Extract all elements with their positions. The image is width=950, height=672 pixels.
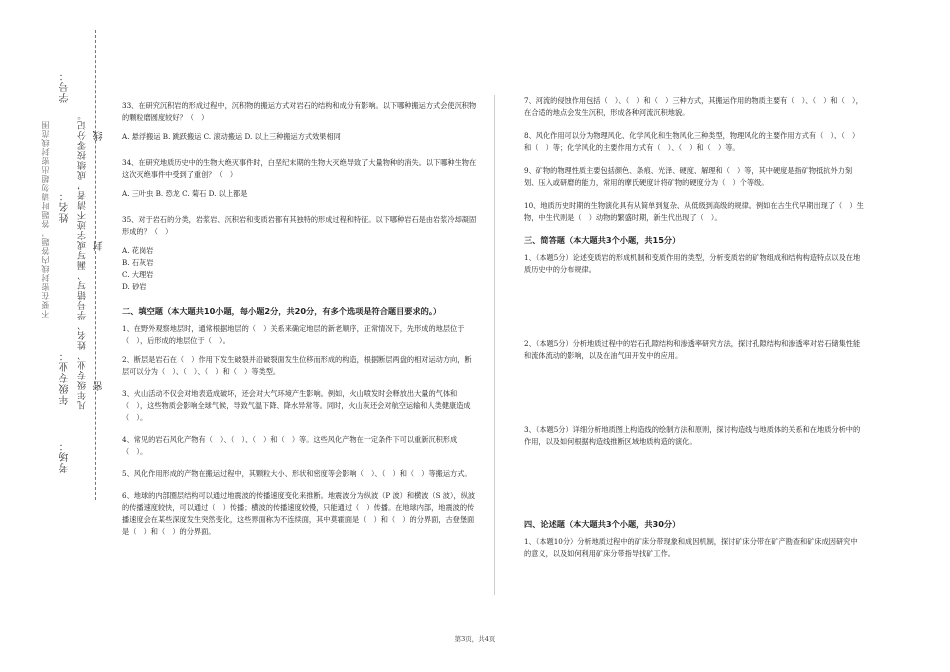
question-35: 35、对于岩石的分类，岩浆岩、沉积岩和变质岩都有其独特的形成过程和特征。以下哪种岩石是由岩浆冷却凝固形成的？（ ） xyxy=(122,215,477,236)
student-id-label: 学号： xyxy=(60,70,71,103)
fill-question-8: 8、风化作用可以分为物理风化、化学风化和生物风化三种类型，物理风化的主要作用方式有（ ）、（ ）和（ ）等；化学风化的主要作用方式有（ ）、（ ）和（ ）等。 xyxy=(524,131,860,152)
binding-warning: 凡年级专业、姓名、学号错写、漏写或字迹不清者，成绩按零分记。 xyxy=(78,110,88,410)
fill-question-6: 6、地球的内部圈层结构可以通过地震波的传播速度变化来推断。地震波分为纵波（P 波）和横波（S 波），纵波的传播速度较快，可以通过（ ）传播；横波的传播速度较慢，只能通过（ ）传播。在地球内部，地震波的传播速度会在某些深度发生突然变化，这些界面称为不连续面，其中莫霍面是（ ）和（ ）的分界面，古登堡面是（ ）和（ ）的分界面。 xyxy=(122,491,476,536)
fill-question-1: 1、在野外观察地层时，通常根据地层的（ ）关系来确定地层的新老顺序，正常情况下，先形成的地层位于（ ），后形成的地层位于（ ）。 xyxy=(122,324,465,345)
exam-site-label: 考场： xyxy=(60,440,71,473)
seal-line-char-2: 封 xyxy=(94,240,105,251)
fill-question-9: 9、矿物的物理性质主要包括颜色、条痕、光泽、硬度、解理和（ ）等，其中硬度是指矿物抵抗外力刻划、压入或研磨的能力，常用的摩氏硬度计将矿物的硬度分为（ ）个等级。 xyxy=(524,166,853,187)
question-33-options: A. 悬浮搬运 B. 跳跃搬运 C. 滚动搬运 D. 以上三种搬运方式效果相同 xyxy=(122,132,341,141)
short-answer-3: 3、（本题5分）详细分析地质图上构造线的绘制方法和原则，探讨构造线与地质体的关系和在地质分析中的作用，以及如何根据构造线推断区域地质构造的演化。 xyxy=(524,425,861,446)
fill-question-10: 10、地质历史时期的生物演化具有从简单到复杂、从低级到高级的规律。例如在古生代早期出现了（ ）生物，中生代则是（ ）动物的繁盛时期，新生代出现了（ ）。 xyxy=(524,201,864,222)
fill-question-4: 4、常见的岩石风化产物有（ ）、（ ）、（ ）和（ ）等。这些风化产物在一定条件下可以重新沉积形成（ ）。 xyxy=(122,435,458,456)
binding-dashed-line xyxy=(95,30,96,500)
question-35-option-d: D. 砂岩 xyxy=(122,282,147,291)
section-4-title: 四、论述题（本大题共3个小题，共30分） xyxy=(524,519,681,529)
fill-question-7: 7、河流的侵蚀作用包括（ ）、（ ）和（ ）三种方式，其搬运作用的物质主要有（ ）、（ ）和（ ），在合适的地点会发生沉积，形成各种河流沉积地貌。 xyxy=(524,96,863,117)
question-34-options: A. 三叶虫 B. 恐龙 C. 菊石 D. 以上都是 xyxy=(122,189,248,198)
short-answer-2: 2、（本题5分）分析地质过程中的岩石孔隙结构和渗透率研究方法，探讨孔隙结构和渗透率对岩石储集性能和流体流动的影响，以及在油气田开发中的应用。 xyxy=(524,339,861,360)
section-2-title: 二、填空题（本大题共10小题，每小题2分，共20分，有多个选项是符合题目要求的。） xyxy=(122,306,442,316)
fill-question-3: 3、火山活动不仅会对地表造成破坏，还会对大气环境产生影响。例如，火山喷发时会释放出大量的气体和（ ），这些物质会影响全球气候，导致气温下降、降水异常等。同时，火山灰还会对航空运输和人类健康造成（ ）。 xyxy=(122,389,471,422)
short-answer-1: 1、（本题5分）论述变质岩的形成机制和变质作用的类型，分析变质岩的矿物组成和结构构造特点以及在地质历史中的分布规律。 xyxy=(524,253,861,274)
fill-question-5: 5、风化作用形成的产物在搬运过程中，其颗粒大小、形状和密度等会影响（ ）、（ ）和（ ）等搬运方式。 xyxy=(122,469,472,478)
question-35-option-a: A. 花岗岩 xyxy=(122,246,154,255)
question-35-option-c: C. 大理岩 xyxy=(122,270,154,279)
fill-question-2: 2、断层是岩石在（ ）作用下发生破裂并沿破裂面发生位移而形成的构造，根据断层两盘的相对运动方向，断层可以分为（ ）、（ ）、（ ）和（ ）等类型。 xyxy=(122,355,472,376)
seal-line-char-1: 密 xyxy=(94,380,105,391)
question-33: 33、在研究沉积岩的形成过程中，沉积物的搬运方式对岩石的结构和成分有影响。以下哪种搬运方式会使沉积物的颗粒磨圆度较好？（ ） xyxy=(122,101,477,122)
essay-question-1: 1、（本题10分）分析地质过程中的矿床分带现象和成因机制，探讨矿床分带在矿产勘查和矿床成因研究中的意义，以及如何利用矿床分带指导找矿工作。 xyxy=(524,537,858,558)
grade-label: 年级专业： xyxy=(60,350,71,405)
page-footer: 第3页，共4页 xyxy=(454,635,496,643)
binding-note: 不要在密封线内答题，答题时请勿超出密封线范围 xyxy=(41,120,50,318)
question-35-option-b: B. 石灰岩 xyxy=(122,258,154,267)
seal-line-char-3: 线 xyxy=(94,130,105,141)
section-3-title: 三、简答题（本大题共3个小题，共15分） xyxy=(524,235,681,245)
column-divider xyxy=(494,95,495,595)
left-column xyxy=(122,100,477,545)
right-column xyxy=(524,95,864,567)
name-label: 姓名： xyxy=(60,190,71,223)
question-34: 34、在研究地质历史中的生物大绝灭事件时，白垩纪末期的生物大灭绝导致了大量物种的消失。以下哪种生物在这次灭绝事件中受到了重创？（ ） xyxy=(122,158,477,179)
